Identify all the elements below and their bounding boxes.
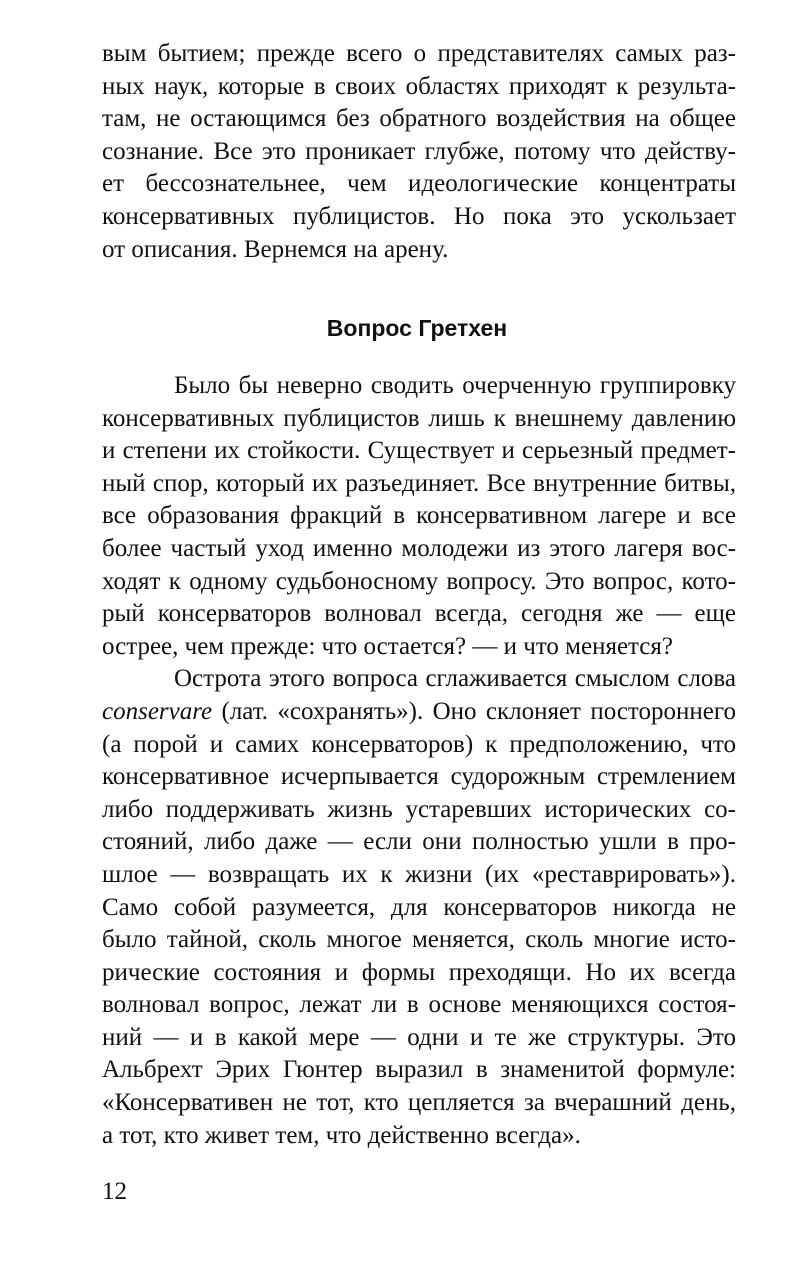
text-line: все образования фракций в консервативном лагере и все	[102, 502, 736, 530]
text-line: более частый уход именно молодежи из этого лагеря вос-	[102, 534, 736, 562]
text-line-mixed	[102, 696, 736, 729]
text-line: (а порой и самих консерваторов) к предположению, что	[102, 730, 736, 758]
line-rest: (лат. «сохранять»). Оно склоняет постороннего	[212, 697, 736, 725]
text-line: либо поддерживать жизнь устаревших исторических со-	[102, 795, 736, 823]
text-line: «Консервативен не тот, кто цепляется за вчерашний день,	[102, 1089, 736, 1117]
text-line: консервативное исчерпывается судорожным стремлением	[102, 763, 736, 791]
text-line: там, не остающимся без обратного воздействия на общее	[102, 105, 736, 133]
text-line: острее, чем прежде: что остается? — и что меняется?	[102, 632, 673, 660]
text-line: ный спор, который их разъединяет. Все внутренние битвы,	[102, 469, 736, 497]
text-line: Было бы неверно сводить очерченную группировку	[174, 372, 736, 399]
text-line: ходят к одному судьбоносному вопросу. Это вопрос, кото-	[102, 567, 736, 595]
text-line: шлое — возвращать их к жизни (их «реставрировать»).	[102, 860, 736, 888]
text-line: от описания. Вернемся на арену.	[102, 235, 449, 263]
text-line: ний — и в какой мере — одни и те же структуры. Это	[102, 1023, 736, 1051]
page-number: 12	[102, 1178, 127, 1205]
text-line: волновал вопрос, лежат ли в основе меняющихся состоя-	[102, 991, 736, 1019]
text-line: вым бытием; прежде всего о представителях самых раз-	[102, 40, 736, 67]
text-line: рый консерваторов волновал всегда, сегодня же — еще	[102, 600, 736, 628]
top-paragraph	[102, 38, 736, 266]
text-line: Само собой разумеется, для консерваторов никогда не	[102, 893, 736, 921]
text-line: Альбрехт Эрих Гюнтер выразил в знаменитой формуле:	[102, 1056, 736, 1084]
text-line: консервативных публицистов. Но пока это ускользает	[102, 202, 736, 230]
text-line: ет бессознательнее, чем идеологические концентраты	[102, 170, 736, 198]
text-line: ных наук, которые в своих областях приходят к результа-	[102, 72, 736, 100]
text-line: сознание. Все это проникает глубже, потому что действу-	[102, 137, 736, 165]
section-heading: Вопрос Гретхен	[326, 315, 508, 341]
text-line: и степени их стойкости. Существует и серьезный предмет-	[102, 437, 736, 465]
text-line: стояний, либо даже — если они полностью ушли в про-	[102, 828, 736, 856]
main-text	[102, 370, 736, 1152]
text-line: Острота этого вопроса сглаживается смыслом слова	[174, 665, 736, 693]
text-line: было тайной, сколь многое меняется, сколь многие исто-	[102, 926, 736, 954]
text-line: а тот, кто живет тем, что действенно всегда».	[102, 1121, 581, 1149]
latin-word: conservare	[102, 697, 213, 725]
text-line: консервативных публицистов лишь к внешнему давлению	[102, 404, 736, 432]
text-line: рические состояния и формы преходящи. Но их всегда	[102, 958, 736, 986]
